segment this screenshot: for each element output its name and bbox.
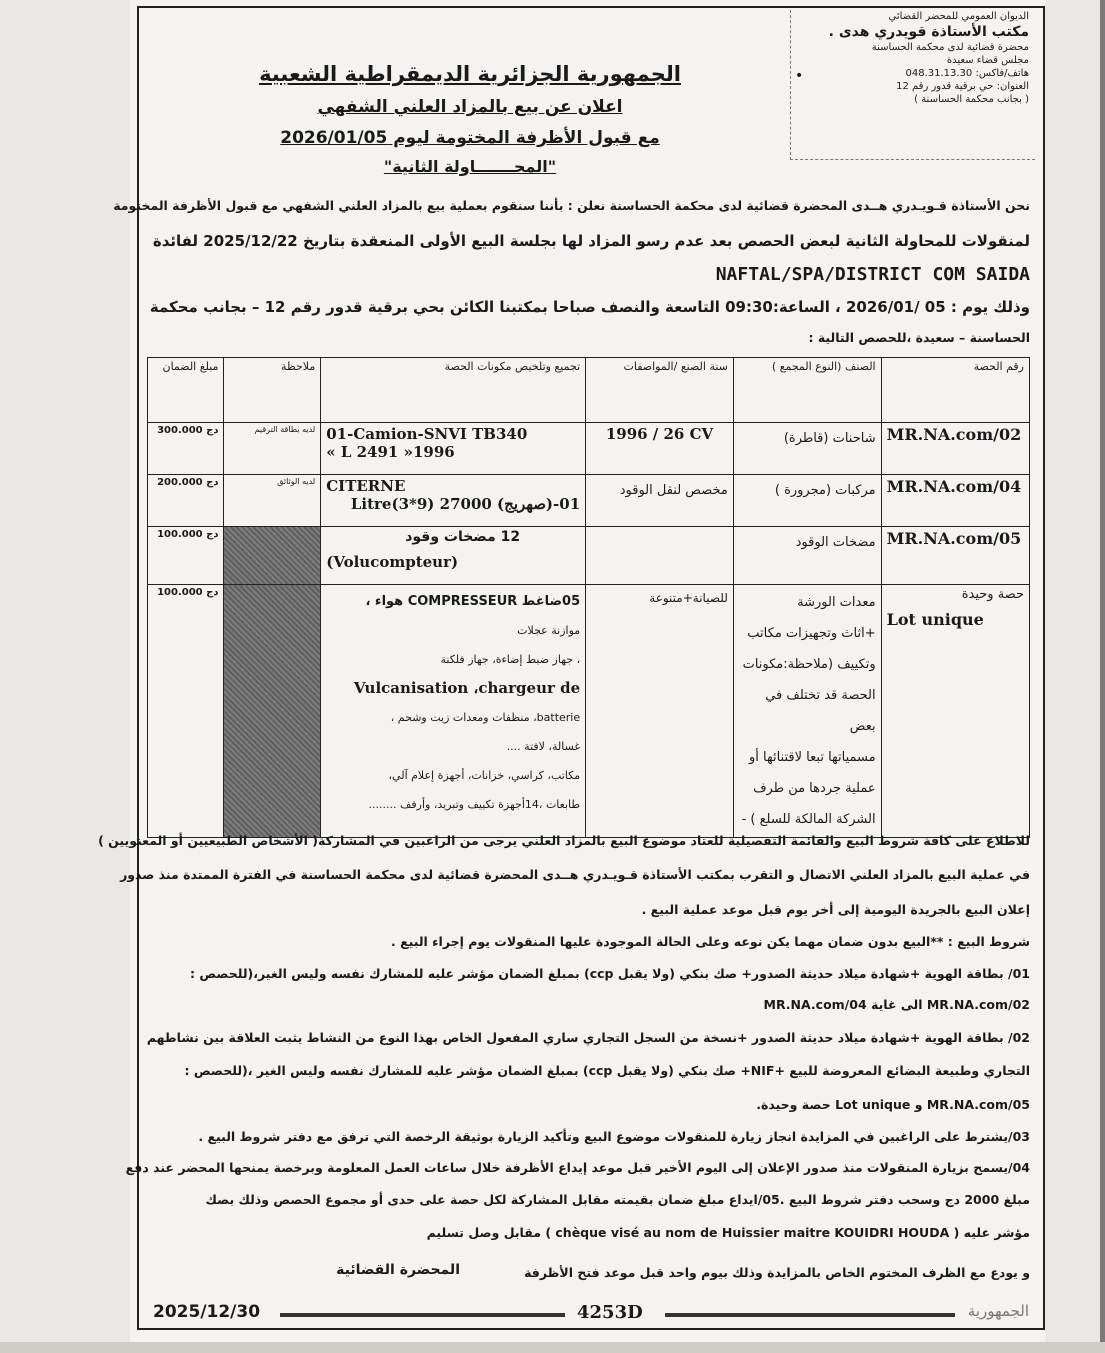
notice-title: اعلان عن بيع بالمزاد العلني الشفهي — [317, 97, 623, 117]
column-header: تجميع وتلخيص مكونات الحصة — [321, 358, 586, 423]
component-line: 01-Camion-SNVI TB340 — [326, 425, 528, 443]
category-line: الشركة المالكة للسلع ) - — [741, 812, 876, 827]
table-row — [148, 527, 1030, 585]
lot-components — [321, 527, 586, 585]
lot-id-arabic: حصة وحيدة — [961, 587, 1024, 602]
office-line: مجلس قضاء سعيدة — [946, 55, 1029, 66]
deposit-line: و يودع مع الظرف المختوم الخاص بالمزايدة وذلك بيوم واحد قبل موعد فتح الأظرفة — [524, 1265, 1030, 1280]
component-line: (Volucompteur) — [326, 553, 459, 571]
category-line: +اثاث وتجهيزات مكاتب — [747, 626, 876, 641]
component-line: ، جهاز ضبط إضاءة، جهاز فلكنة — [440, 653, 581, 666]
category-line: معدات الورشة — [797, 595, 876, 610]
component-line: مكاتب، كراسي، خزانات، أجهزة إعلام آلي، — [388, 769, 581, 782]
component-line: موازنة عجلات — [517, 624, 581, 637]
sale-conditions: شروط البيع : **البيع بدون ضمان مهما يكن نوعه وعلى الحالة الموجودة عليها المنقولات يوم إجراء البيع . — [390, 934, 1030, 949]
component-line: 12 مضخات وقود — [405, 529, 521, 545]
page-edge — [1100, 0, 1105, 1353]
body-line: للاطلاع على كافة شروط البيع والقائمة التفصيلية للعتاد موضوع البيع بالمزاد العلني يرجى من الراغبين في المشاركة( الأشخاص الطبيعيين أو المعنويين ) — [98, 833, 1030, 848]
table-header-row — [148, 358, 1030, 423]
lot-id-latin: Lot unique — [886, 610, 984, 629]
page-bottom-edge — [0, 1342, 1105, 1353]
column-header: رقم الحصة — [881, 358, 1029, 423]
office-line: ( بجانب محكمة الحساسنة ) — [914, 94, 1029, 105]
lot-amount: 100.000 دج — [148, 585, 224, 838]
column-header: مبلغ الضمان — [148, 358, 224, 423]
body-line: إعلان البيع بالجريدة اليومية إلى أخر يوم قبل موعد عملية البيع . — [641, 902, 1030, 917]
component-line: طابعات ،14أجهزة تكييف وتبريد، وأرفف ........ — [368, 798, 581, 811]
republic-heading: الجمهورية الجزائرية الديمقراطية الشعبية — [259, 62, 681, 86]
condition-04: 04/يسمح بزيارة المنقولات منذ صدور الإعلان إلى اليوم الأخير قبل موعد إيداع الأظرفة خلال ساعات العمل المعلومة وبرخصة يمنحها المحضر عند دفع — [125, 1160, 1030, 1175]
intro-line: وذلك يوم : 05 /2026/01 ، الساعة:09:30 التاسعة والنصف صباحا بمكتبنا الكائن بحي برقية قدور رقم 12 – بجانب محكمة — [149, 298, 1030, 316]
condition-02-lots: MR.NA.com/05 و Lot unique حصة وحيدة. — [756, 1097, 1030, 1112]
table-row — [148, 475, 1030, 527]
office-line: محضرة قضائية لدى محكمة الحساسنة — [871, 42, 1029, 53]
bullet-icon: • — [795, 68, 804, 84]
lot-category — [733, 585, 881, 838]
office-address: العنوان: حي برقية قدور رقم 12 — [896, 81, 1029, 92]
component-line: CITERNE — [326, 477, 406, 495]
footer-code: 4253D — [577, 1302, 643, 1323]
attempt-label: "المحـــــــاولة الثانية" — [383, 157, 557, 176]
lot-amount: 300.000 دج — [148, 423, 224, 475]
cheque-line: مؤشر عليه ( chèque visé au nom de Huissier maitre KOUIDRI HOUDA ) مقابل وصل تسليم — [426, 1225, 1030, 1240]
table-row — [148, 423, 1030, 475]
component-line: « L 2491 »1996 — [326, 443, 455, 461]
condition-02-cont: التجاري وطبيعة البضائع المعروضة للبيع +NIF+ صك بنكي (ولا يقبل ccp) بمبلغ الضمان مؤشر عليه للمشارك نفسه وليس الغير ،(للحصص : — [184, 1063, 1030, 1078]
lot-category: مضخات الوقود — [733, 527, 881, 585]
intro-line: لمنقولات للمحاولة الثانية لبعض الحصص بعد عدم رسو المزاد لها بجلسة البيع الأولى المنعقدة بتاريخ 2025/12/22 لفائدة — [152, 232, 1030, 250]
intro-line: الحساسنة – سعيدة ،للحصص التالية : — [808, 330, 1030, 345]
lot-components — [321, 475, 586, 527]
category-line: وتكييف (ملاحظة:مكونات — [742, 657, 876, 672]
shaded-note-cell — [224, 527, 321, 585]
publication-logo: الجمهورية — [967, 1302, 1029, 1320]
lot-spec — [586, 527, 734, 585]
column-header: ملاحظة — [224, 358, 321, 423]
lots-table — [147, 357, 1030, 838]
lot-category: شاحنات (قاطرة) — [733, 423, 881, 475]
lot-id: MR.NA.com/05 — [881, 527, 1029, 585]
condition-02: 02/ بطاقة الهوية +شهادة ميلاد حديثة الصدور +نسخة من السجل التجاري ساري المفعول الخاص بهذا النوع من النشاط يثبت العلاقة بين نشاطهم — [146, 1030, 1030, 1045]
condition-01-lots: MR.NA.com/02 الى غاية MR.NA.com/04 — [763, 997, 1030, 1012]
category-line: عملية جردها من طرف — [753, 781, 876, 796]
intro-line: نحن الأستاذة قـويـدري هــدى المحضرة قضائية لدى محكمة الحساسنة نعلن : بأننا سنقوم بعملية بيع بالمزاد العلني الشفهي مع قبول الأظرفة المختومة — [113, 198, 1030, 213]
bailiff-office-stamp — [790, 10, 1035, 160]
lot-id: MR.NA.com/04 — [881, 475, 1029, 527]
lot-note: لديه الوثائق — [224, 475, 321, 527]
lot-spec: مخصص لنقل الوقود — [586, 475, 734, 527]
signature-label: المحضرة القضائية — [336, 1262, 460, 1278]
company-name: NAFTAL/SPA/DISTRICT COM SAIDA — [715, 264, 1030, 285]
footer-rule — [280, 1313, 565, 1317]
component-line: batterie، منظفات ومعدات زيت وشحم ، — [390, 711, 581, 724]
shaded-note-cell — [224, 585, 321, 838]
lot-category: مركبات (مجرورة ) — [733, 475, 881, 527]
column-header: سنة الصنع /المواصفات — [586, 358, 734, 423]
page-footer — [145, 1302, 1035, 1332]
lot-id: MR.NA.com/02 — [881, 423, 1029, 475]
condition-01: 01/ بطاقة الهوية +شهادة ميلاد حديثة الصدور+ صك بنكي (ولا يقبل ccp) بمبلغ الضمان مؤشر عليه للمشارك نفسه وليس الغير،(للحصص : — [189, 966, 1030, 981]
condition-03: 03/يشترط على الراغبين في المزايدة انجاز زيارة للمنقولات موضوع البيع وتأكيد الزيارة بوثيقة الرخصة التي ترفق مع دفتر شروط البيع . — [198, 1129, 1030, 1144]
category-line: مسمياتها تبعا لاقتنائها أو — [749, 750, 876, 765]
column-header: الصنف (النوع المجمع ) — [733, 358, 881, 423]
condition-04-cont: مبلغ 2000 دج وسحب دفتر شروط البيع .05/ايداع مبلغ ضمان بقيمته مقابل المشاركة لكل حصة على حدى أو مجموع الحصص وذلك بصك — [205, 1192, 1030, 1207]
lot-spec: للصيانة+متنوعة — [586, 585, 734, 838]
component-line: 05ضاغط COMPRESSEUR هواء ، — [365, 594, 581, 609]
table-row — [148, 585, 1030, 838]
footer-date: 2025/12/30 — [153, 1302, 261, 1322]
category-line: الحصة قد تختلف في بعض — [765, 688, 876, 734]
body-line: في عملية البيع بالمزاد العلني الاتصال و التقرب بمكتب الأستاذة قـويـدري هــدى المحضرة قضائية لدى محكمة الحساسنة في الفترة الممتدة منذ صدور — [120, 867, 1030, 882]
lot-components — [321, 585, 586, 838]
footer-rule — [665, 1313, 955, 1317]
component-line: Vulcanisation ،chargeur de — [353, 679, 581, 697]
notice-subtitle: مع قبول الأظرفة المختومة ليوم 2026/01/05 — [280, 128, 660, 148]
lot-amount: 100.000 دج — [148, 527, 224, 585]
lot-amount: 200.000 دج — [148, 475, 224, 527]
lot-note: لديه بطاقة الترقيم — [224, 423, 321, 475]
office-name: مكتب الأستاذة قويدري هدى . — [828, 24, 1029, 40]
lot-spec: 1996 / 26 CV — [586, 423, 734, 475]
component-line: غسالة، لافتة .... — [506, 740, 581, 753]
office-line: الديوان العمومي للمحضر القضائي — [888, 11, 1029, 22]
office-phone: هاتف/فاكس: 048.31.13.30 — [905, 68, 1029, 79]
component-line: 01-(صهريج) 27000 Litre(3*9) — [350, 495, 581, 513]
lot-id — [881, 585, 1029, 838]
lot-components — [321, 423, 586, 475]
